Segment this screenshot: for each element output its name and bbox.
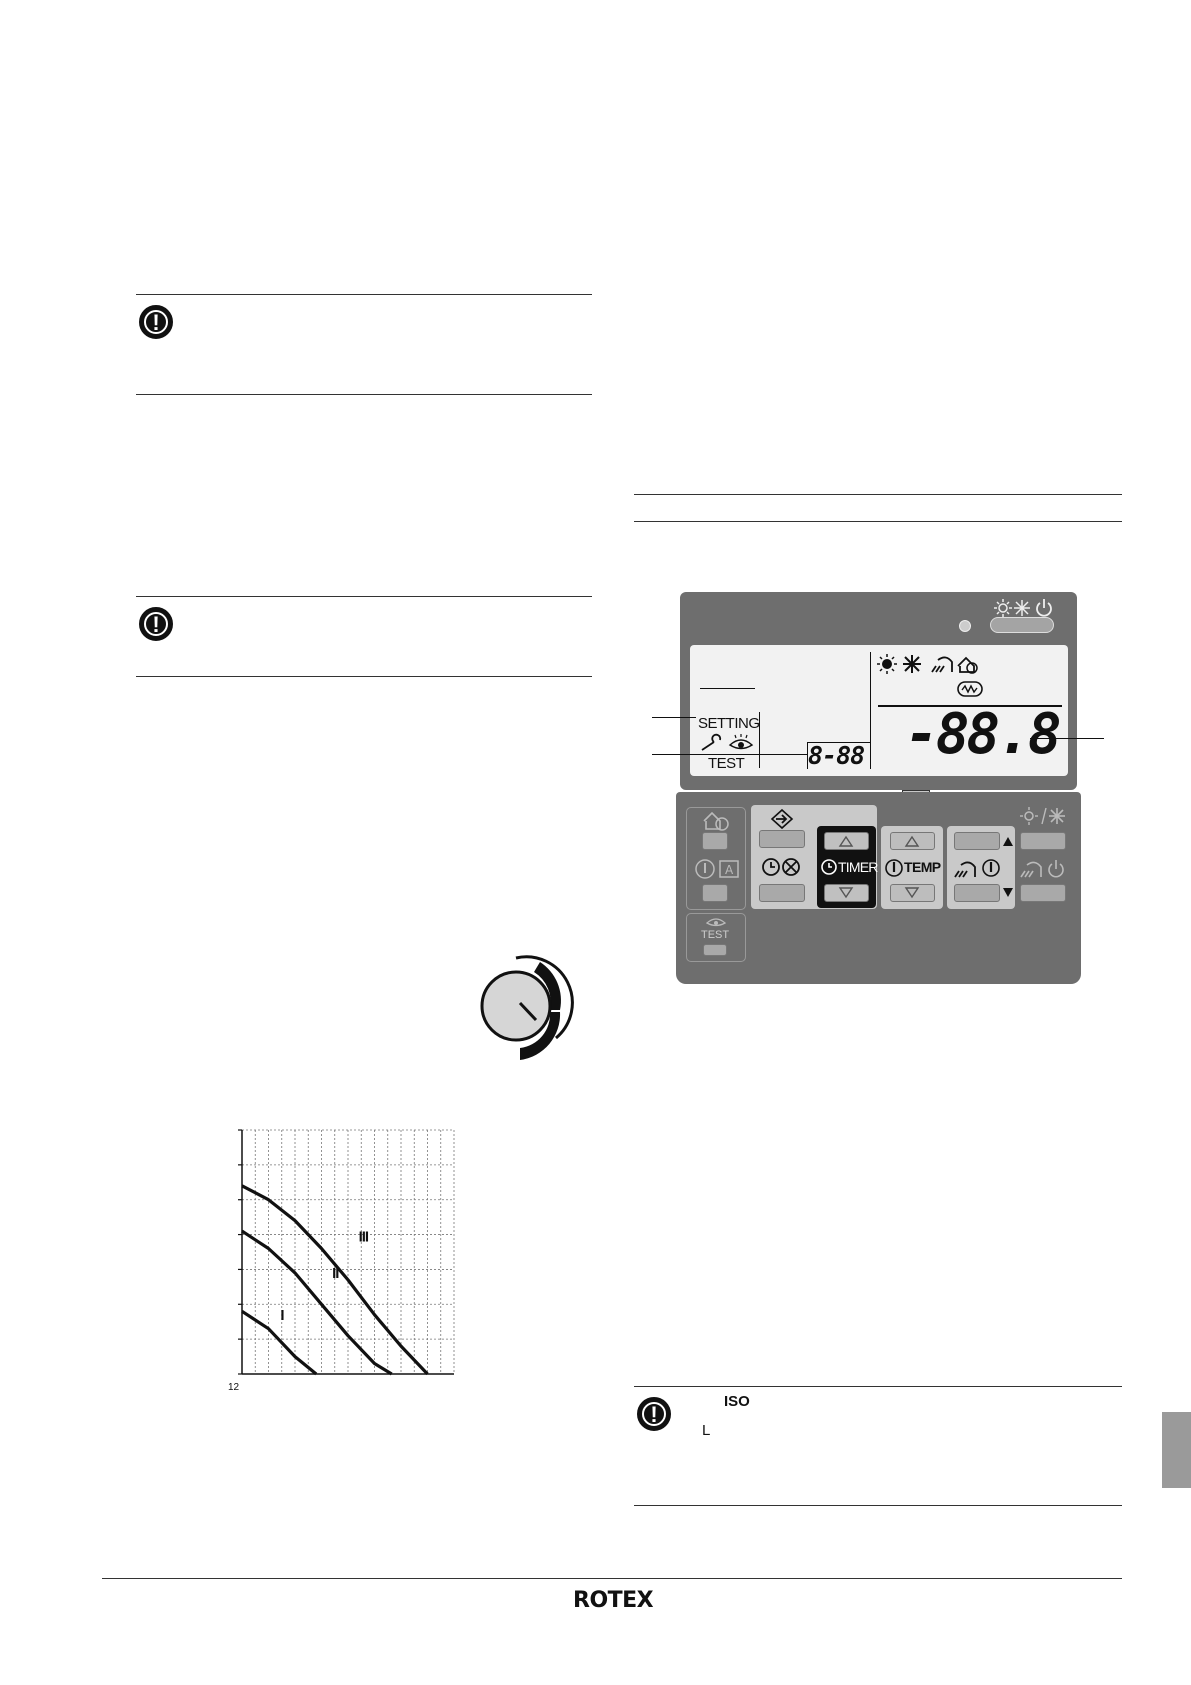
thermometer-icon [884, 858, 904, 878]
curve-II [242, 1228, 392, 1374]
hot-water-tap-thermometer-icon [952, 857, 1004, 879]
heater-icon [956, 680, 984, 698]
clock-icon [820, 858, 838, 876]
note-title: ISO [724, 1393, 750, 1410]
lcd-main-display: -88.8 [905, 702, 1059, 767]
note-box-top-rule [634, 1386, 1122, 1387]
curve-label-III: III [358, 1228, 369, 1246]
forward-arrow-icon [770, 808, 794, 830]
lcd-test-label: TEST [708, 755, 745, 772]
pump-speed-dial-icon [470, 948, 580, 1064]
footer-rule [102, 1578, 1122, 1579]
test-button-label: TEST [701, 929, 730, 941]
program-button[interactable] [759, 830, 805, 848]
power-button[interactable] [990, 617, 1054, 633]
exclamation-warning-icon: ! [637, 1397, 671, 1431]
leader-line-test [652, 754, 808, 755]
up-arrow-icon [1002, 835, 1014, 847]
hot-water-up-button[interactable] [954, 832, 1000, 850]
chapter-side-tab [1162, 1412, 1191, 1488]
exclamation-warning-icon: ! [139, 305, 173, 339]
warning-box-1-bottom-rule [136, 394, 592, 395]
section-top-rule [634, 494, 1122, 495]
curve-I [242, 1311, 316, 1374]
down-triangle-icon [838, 887, 854, 899]
hot-water-power-button[interactable] [1020, 884, 1066, 902]
lcd-setting-label: SETTING [698, 715, 760, 732]
heat-cool-icon [1018, 805, 1068, 827]
lcd-center-divider [870, 652, 871, 768]
lcd-setting-divider [759, 712, 760, 768]
leader-line-setting [652, 717, 696, 718]
house-icon [700, 809, 734, 831]
clock-cancel-icon [760, 856, 804, 878]
heat-cool-button[interactable] [1020, 832, 1066, 850]
leader-line-display [1030, 738, 1104, 739]
lcd-dash [700, 688, 755, 689]
operation-led [959, 620, 971, 632]
up-triangle-icon [904, 835, 920, 847]
up-triangle-icon [838, 835, 854, 847]
eye-icon [728, 734, 754, 752]
house-mode-button[interactable] [702, 832, 728, 850]
temp-label: TEMP [904, 859, 941, 875]
lcd-mode-icons [876, 652, 986, 676]
eye-icon [705, 914, 727, 928]
lcd-small-display: 8-88 [808, 741, 865, 770]
down-triangle-icon [904, 887, 920, 899]
warning-box-2-bottom-rule [136, 676, 592, 677]
curve-label-II: II [332, 1265, 339, 1283]
wrench-icon [700, 736, 724, 752]
pump-performance-chart [230, 1124, 470, 1394]
svg-text:A: A [725, 863, 734, 877]
section-second-rule [634, 521, 1122, 522]
warning-box-1-top-rule [136, 294, 592, 295]
rotex-logo: ROTEX [573, 1588, 654, 1613]
note-body: L [702, 1422, 711, 1439]
hot-water-down-button[interactable] [954, 884, 1000, 902]
timer-cancel-button[interactable] [759, 884, 805, 902]
hot-water-power-icon [1018, 857, 1068, 879]
thermometer-auto-icon [694, 858, 742, 880]
down-arrow-icon [1002, 887, 1014, 899]
curve-label-I: I [280, 1306, 284, 1324]
warning-box-2-top-rule [136, 596, 592, 597]
x-tick-label: 12 [228, 1382, 240, 1393]
test-button[interactable] [703, 944, 727, 956]
note-box-bottom-rule [634, 1505, 1122, 1506]
timer-label: TIMER [838, 859, 878, 875]
auto-temp-button[interactable] [702, 884, 728, 902]
exclamation-warning-icon: ! [139, 607, 173, 641]
